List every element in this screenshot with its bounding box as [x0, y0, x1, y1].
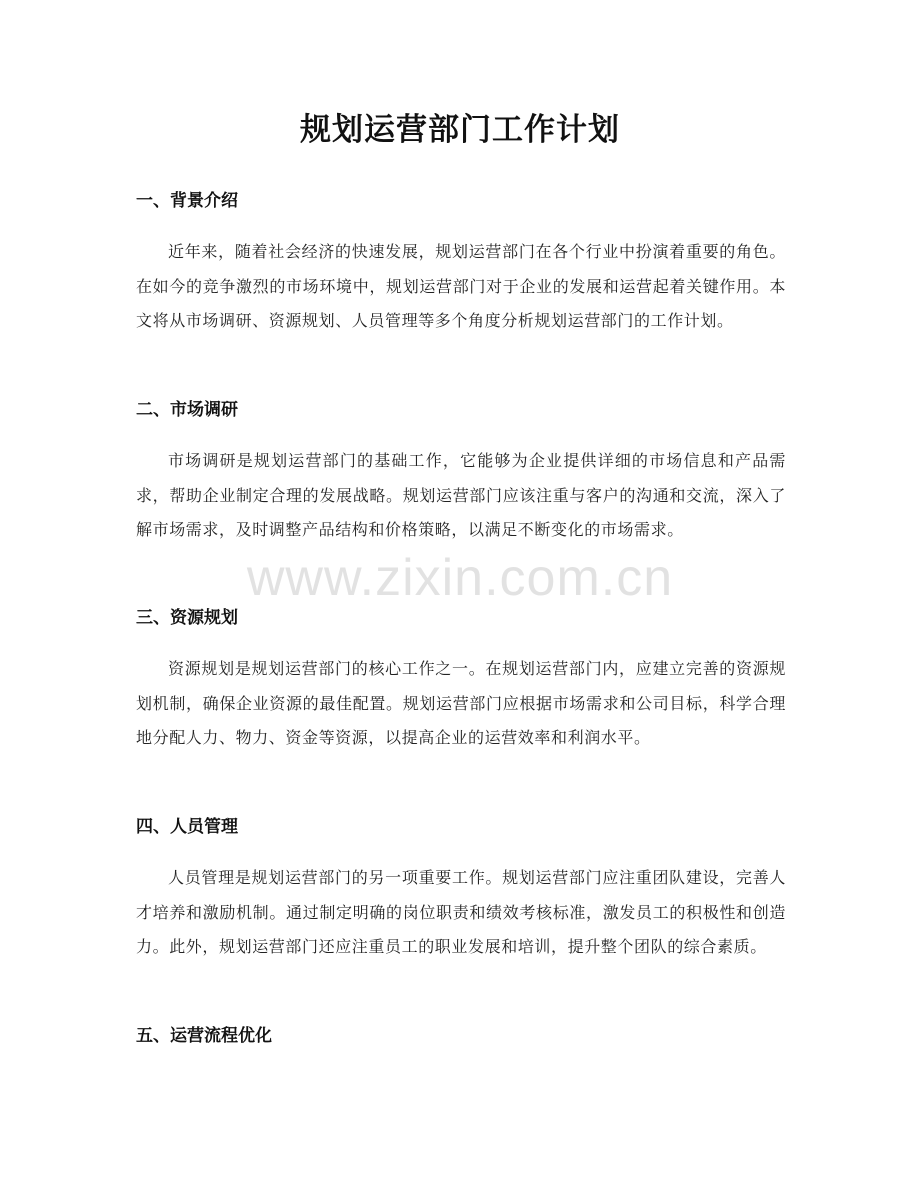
section-process-optimization [136, 1024, 786, 1048]
section-heading: 二、市场调研 [136, 400, 238, 420]
section-paragraph: 资源规划是规划运营部门的核心工作之一。在规划运营部门内，应建立完善的资源规划机制，确保企业资源的最佳配置。规划运营部门应根据市场需求和公司目标，科学合理地分配人力、物力、资金等资源，以提高企业的运营效率和利润水平。 [136, 659, 786, 747]
section-heading: 一、背景介绍 [136, 191, 238, 211]
section-paragraph: 市场调研是规划运营部门的基础工作，它能够为企业提供详细的市场信息和产品需求，帮助企业制定合理的发展战略。规划运营部门应该注重与客户的沟通和交流，深入了解市场需求，及时调整产品结构和价格策略，以满足不断变化的市场需求。 [136, 451, 786, 539]
section-paragraph: 人员管理是规划运营部门的另一项重要工作。规划运营部门应注重团队建设，完善人才培养和激励机制。通过制定明确的岗位职责和绩效考核标准，激发员工的积极性和创造力。此外，规划运营部门还应注重员工的职业发展和培训，提升整个团队的综合素质。 [136, 868, 786, 956]
section-background [136, 189, 786, 339]
section-resource-planning [136, 606, 786, 756]
document-title: 规划运营部门工作计划 [300, 112, 620, 148]
section-personnel-management [136, 815, 786, 965]
section-paragraph: 近年来，随着社会经济的快速发展，规划运营部门在各个行业中扮演着重要的角色。在如今的竞争激烈的市场环境中，规划运营部门对于企业的发展和运营起着关键作用。本文将从市场调研、资源规划、人员管理等多个角度分析规划运营部门的工作计划。 [136, 242, 786, 330]
section-heading: 三、资源规划 [136, 608, 238, 628]
section-heading: 五、运营流程优化 [136, 1026, 272, 1046]
section-heading: 四、人员管理 [136, 817, 238, 837]
watermark: www.zixin.com.cn [246, 549, 674, 607]
section-market-research [136, 398, 786, 548]
